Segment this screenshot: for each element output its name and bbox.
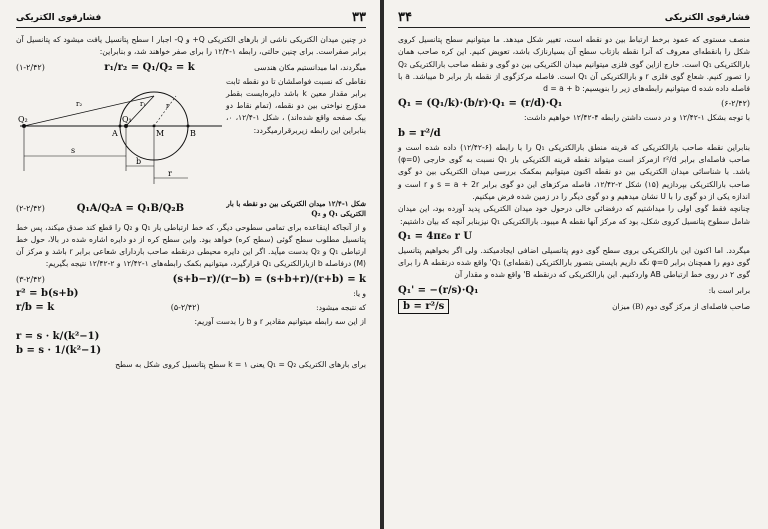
svg-text:B: B (190, 128, 196, 138)
equation: r/b = k (16, 301, 55, 313)
svg-text:s: s (71, 145, 76, 155)
figure-description (226, 76, 366, 137)
equation-row (16, 274, 366, 285)
equation: Q₁ = 4πε₀ r U (398, 230, 473, 242)
equation-label: برابر است با: (708, 285, 750, 295)
paragraph: با توجه بشکل ۱-۱۲/۴۲ و در دست داشتن رابطه ۴-۱۲/۴۲ خواهیم داشت: (523, 113, 750, 123)
equation: Q₁ = (Q₁/k)·(b/r)·Q₁ = (r/d)·Q₁ (398, 98, 563, 110)
paragraph: منصف مستوی که عمود برخط ارتباط بین دو نقطه است، تغییر شکل میدهد. ما میتوانیم سطح پتانسیل کروی شکل را بانقطه‌ای معروف که آنرا نقطه بازتاب سطح آن بسیارنازک باشد، تعویض کنیم. این کره صاحب همان بارالکتریکی Q₁ است. خارج ازاین گوی فلزی میتوانیم میدان الکتریکی بین دو گوی و نقطه صاحب بارالکتریکی Q₂ را تصور کنیم. شعاع گوی فلزی r و بارالکتریکی آن Q₁ است. فاصله مرکزگوی از نقطه بار برابر b میباشد. a با فاصله داده شده d میتوانیم رابطه‌های زیر را بنویسیم: d = a + b (398, 35, 750, 94)
paragraph: بنابراین نقطه صاحب بارالکتریکی که قرینه منطق بارالکتریکی Q₁ را با رابطه (۶-۱۲/۴۲) داده شده است و صاحب فاصله‌ای برابر r²/d ازمرکز است میتواند نقطه قرینه الکتریکی بار Q₁ نسبت به گوی خارجی (φ=0) باشد. با شناسائی میدان الکتریکی بین دو نقطه اکنون میتوانیم بمکمک بررسی میدان الکتریکی بین دو گوی صاحب بارالکتریکی بپردازیم (۱۵) شکل ۲-۱۲/۴۲، فاصله مرکزهای این دو گوی برابر s = a + 2r و r است و اندازه یکی از دو گوی را با U نشان میدهیم و دو گوی دیگر را در زمین شده فرض میکنیم. (398, 142, 750, 201)
equation-row (398, 128, 750, 139)
equation-row (16, 62, 366, 73)
svg-text:A: A (112, 128, 118, 138)
svg-text:r: r (166, 101, 170, 110)
svg-text:b: b (136, 156, 142, 166)
page-header (398, 10, 750, 28)
equation-label: و یا: (353, 288, 366, 298)
equation-row (398, 98, 750, 109)
page-number: ۳۴ (398, 10, 412, 25)
equation-row (16, 331, 366, 342)
svg-text:r₁: r₁ (140, 99, 147, 108)
paragraph: چنانچه فقط گوی اولی را میداشتیم که درفضائی خالی درحول خود میدان الکتریکی پدید آورده بود، این میدان شامل سطوح پتانسیل کروی شکل، بود که مرکز آنها نقطه A میبود. بارالکتریکی Q₁ نیزبنابر آنچه که بیان داشتیم: (398, 204, 750, 226)
svg-text:M: M (156, 128, 165, 138)
paragraph: نقاطی که نسبت فواصلشان تا دو نقطه ثابت برابر مقدار معین k باشد دایره‌ایست بقطر مدوّرج نواختی بین دو نقطه، (تمام نقاط دو بیک صفحه واقع شده‌اند) ، شکل ۱-۱۲/۴، ۰، بنابراین این رابطه زیربرقرارمیگردد: (226, 76, 366, 135)
circle-diagram (16, 76, 226, 196)
equation-number: (۶-۲/۴۲) (721, 99, 750, 109)
equation-label: صاحب فاصله‌ای از مرکز گوی دوم (B) میزان (612, 301, 750, 311)
paragraph: از این سه رابطه میتوانیم مقادیر r و b را بدست آوریم: (194, 316, 366, 326)
boxed-equation: b = r²/s (398, 299, 449, 314)
equation-number: (۵-۲/۴۲) (170, 302, 200, 312)
svg-text:Q₂: Q₂ (18, 114, 28, 124)
equation-number: (۳-۲/۴۲) (16, 274, 45, 284)
equation-row (16, 199, 366, 219)
figure (16, 76, 366, 196)
equation-row (16, 302, 366, 313)
equation-row (16, 345, 366, 356)
page-number: ۳۳ (352, 10, 366, 25)
equation: r² = b(s+b) (16, 287, 79, 299)
equation: b = r²/d (398, 127, 441, 139)
figure-caption: شکل ۱-۱۲/۴ میدان الکتریکی بین دو نقطه با بار الکتریکی Q₁ و Q₂ (226, 198, 366, 218)
paragraph: برای بارهای الکتریکی Q₁ = Q₂ یعنی ۱ = k سطح پتانسیل کروی شکل به سطح (115, 360, 366, 370)
right-page (384, 0, 768, 529)
paragraph: میگردد. اما اکنون این بارالکتریکی بروی سطح گوی دوم پتانسیلی اضافی ایجادمیکند. ولی اگر بخواهیم پتانسیل گوی دوم را همچنان برابر φ=0 نگه داریم بایستی بتصور بارالکتریکی (نقطه‌ای) Q₁' واقع شده درنقطه A را برای گوی ۲ در روی خط ارتباطی AB واردکنیم. این بارالکتریکی که درنقطه B' واقع شده و مقدار آن (398, 245, 751, 280)
equation-row (398, 285, 750, 296)
running-head: فشارقوی الکتریکی (664, 12, 750, 23)
equation-number: (۲-۲/۴۲) (16, 204, 45, 214)
equation: r₁/r₂ = Q₁/Q₂ = k (104, 61, 195, 73)
equation-note: میگردند، اما میدانستیم مکان هندسی (254, 62, 366, 72)
left-page (0, 0, 380, 529)
equation-row (398, 299, 750, 314)
equation: b = s · 1/(k²−1) (16, 345, 102, 357)
equation: Q₁' = −(r/s)·Q₁ (398, 284, 479, 296)
paragraph: در چنین میدان الکتریکی ناشی از بارهای الکتریکی Q+ و Q- اجبار ا سطح پتانسیل یافت میشود که پتانسیل آن برابر صفراست. برای چنین حالتی، رابطه ۱-۱۲/۴ را برای صفر خواهند شد، و بنابراین: (16, 35, 366, 57)
equation-number: (۱-۲/۴۲) (16, 62, 45, 72)
svg-text:r₂: r₂ (76, 99, 83, 108)
svg-text:r: r (168, 168, 172, 178)
running-head: فشارقوی الکتریکی (16, 12, 102, 23)
equation: Q₁A/Q₂A = Q₁B/Q₂B (76, 203, 185, 215)
equation-row (16, 288, 366, 299)
equation: r = s · k/(k²−1) (16, 331, 100, 343)
equation: (s+b−r)/(r−b) = (s+b+r)/(r+b) = k (172, 273, 366, 285)
equation-label: که نتیجه میشود: (316, 302, 366, 312)
paragraph: و از آنجاکه اینقاعده برای تمامی سطوحی دیگر، که خط ارتباطی بار Q₁ و Q₂ را قطع کند صدق میکند، پس خط پتانسیل مطلوب سطح گوئی (سطح کره) خواهد بود. واین سطح کره از دو دایره اشاره شده در بالا، حول خط ارتباطی Q₁ و Q₂ بدست میآید. اگر این دایره محیطی درنقطه صاحب باردارای شعاعی برابر r باشد و مرکز آن (M) درفاصله b ازبارالکتریکی Q₁ قرارگیرد، میتوانیم بکمک رابطه‌های ۱-۱۲/۴۲ و ۲-۱۲/۴۲ نتیجه بگیریم: (16, 222, 366, 269)
svg-text:Q₁: Q₁ (122, 114, 132, 124)
page-header (16, 10, 366, 28)
equation-row (398, 231, 750, 242)
